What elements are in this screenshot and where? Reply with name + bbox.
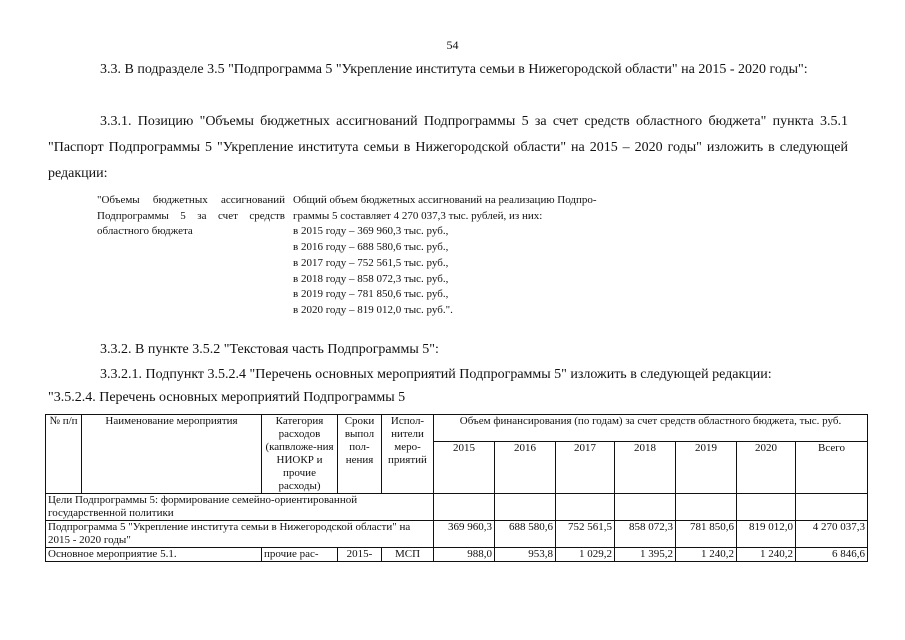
- header-num: № п/п: [46, 415, 82, 494]
- activity-category: прочие рас-: [262, 548, 338, 562]
- table-cell: 988,0: [434, 548, 495, 562]
- passport-line: Общий объем бюджетных ассигнований на реализацию Подпро-: [293, 194, 597, 206]
- paragraph-3-3-1: 3.3.1. Позицию "Объемы бюджетных ассигнований Подпрограммы 5 за счет средств областного бюджета" пункта 3.5.1 "Паспорт Подпрограммы 5 "Укрепление института семьи в Нижегородской области" на 2015 – 2020 годы" изложить в следующей редакции:: [48, 114, 848, 181]
- passport-line: в 2019 году – 781 850,6 тыс. руб.,: [293, 288, 449, 301]
- header-category: Категория расходов (капвложе-ния НИОКР и прочие расходы): [262, 415, 338, 494]
- passport-line: в 2016 году – 688 580,6 тыс. руб.,: [293, 241, 449, 254]
- subprogram-row-name: Подпрограмма 5 "Укрепление института семьи в Нижегородской области" на 2015 - 2020 годы": [46, 521, 434, 548]
- activities-table: [45, 414, 868, 562]
- header-funding: Объем финансирования (по годам) за счет средств областного бюджета, тыс. руб.: [434, 415, 868, 442]
- paragraph-3-5-2-4: "3.5.2.4. Перечень основных мероприятий Подпрограммы 5: [48, 390, 406, 405]
- table-cell: 1 395,2: [615, 548, 676, 562]
- table-cell: 752 561,5: [556, 521, 615, 548]
- table-cell: 688 580,6: [495, 521, 556, 548]
- paragraph-3-3-2-1: 3.3.2.1. Подпункт 3.5.2.4 "Перечень основных мероприятий Подпрограммы 5" изложить в следующей редакции:: [100, 367, 772, 382]
- header-name: Наименование мероприятия: [82, 415, 262, 494]
- header-year: 2018: [615, 442, 676, 494]
- paragraph-3-3: 3.3. В подразделе 3.5 "Подпрограмма 5 "Укрепление института семьи в Нижегородской области" на 2015 - 2020 годы":: [100, 62, 808, 77]
- table-cell: 1 240,2: [676, 548, 737, 562]
- activity-row-name: Основное мероприятие 5.1.: [46, 548, 262, 562]
- header-total: Всего: [796, 442, 868, 494]
- table-cell: 1 029,2: [556, 548, 615, 562]
- passport-right-values: [293, 193, 665, 319]
- passport-line: в 2017 году – 752 561,5 тыс. руб.,: [293, 256, 449, 269]
- header-year: 2020: [737, 442, 796, 494]
- passport-left-label: "Объемы бюджетных ассигнований Подпрограммы 5 за счет средств областного бюджета: [97, 194, 285, 238]
- activity-terms: 2015-: [338, 548, 382, 562]
- header-year: 2017: [556, 442, 615, 494]
- passport-line: граммы 5 составляет 4 270 037,3 тыс. рублей, из них:: [293, 209, 543, 222]
- header-terms: Сроки выпол пол-нения: [338, 415, 382, 494]
- page-number: 54: [446, 38, 459, 52]
- passport-line: в 2018 году – 858 072,3 тыс. руб.,: [293, 272, 449, 285]
- header-year: 2015: [434, 442, 495, 494]
- table-cell: 6 846,6: [796, 548, 868, 562]
- table-cell: 953,8: [495, 548, 556, 562]
- goals-row: Цели Подпрограммы 5: формирование семейно-ориентированной государственной политики: [46, 494, 434, 521]
- header-year: 2016: [495, 442, 556, 494]
- table-cell: 858 072,3: [615, 521, 676, 548]
- table-cell: 819 012,0: [737, 521, 796, 548]
- activity-executor: МСП: [382, 548, 434, 562]
- header-year: 2019: [676, 442, 737, 494]
- table-cell: 1 240,2: [737, 548, 796, 562]
- header-executors: Испол-нители меро-приятий: [382, 415, 434, 494]
- passport-line: в 2015 году – 369 960,3 тыс. руб.,: [293, 225, 449, 238]
- passport-line: в 2020 году – 819 012,0 тыс. руб.".: [293, 303, 453, 316]
- paragraph-3-3-2: 3.3.2. В пункте 3.5.2 "Текстовая часть Подпрограммы 5":: [100, 342, 439, 357]
- table-cell: 781 850,6: [676, 521, 737, 548]
- table-cell: 4 270 037,3: [796, 521, 868, 548]
- table-cell: 369 960,3: [434, 521, 495, 548]
